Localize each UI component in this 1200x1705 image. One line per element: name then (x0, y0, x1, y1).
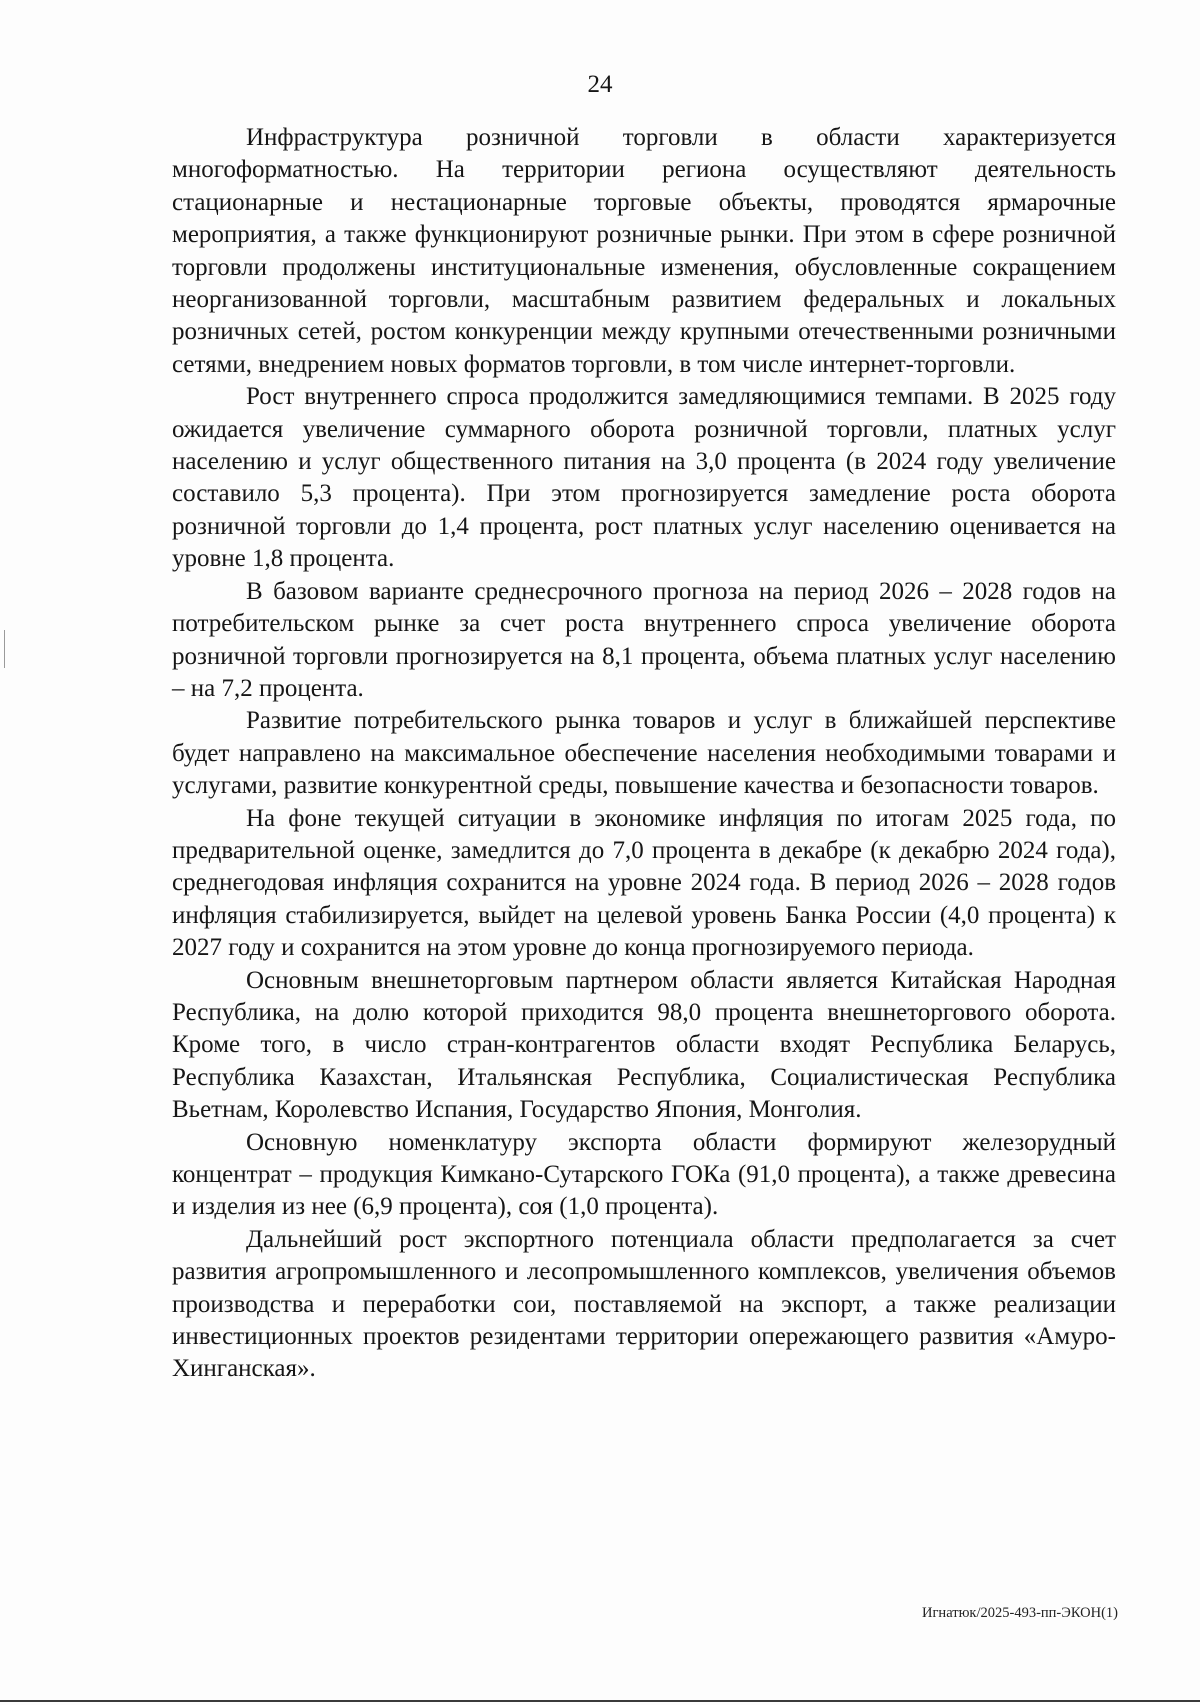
paragraph-consumer-market: Развитие потребительского рынка товаров и услуг в ближайшей перспективе будет направлено на максимальное обеспечение населения необходимыми товарами и услугами, развитие конкурентной среды, повышение качества и безопасности товаров. (172, 707, 1116, 800)
document-code: Игнатюк/2025-493-пп-ЭКОН(1) (922, 1605, 1118, 1621)
paragraph-export-potential: Дальнейший рост экспортного потенциала области предполагается за счет развития агропромышленного и лесопромышленного комплексов, увеличения объемов производства и переработки сои, поставляемой на экспорт, а также реализации инвестиционных проектов резидентами территории опережающего развития «Амуро-Хинганская». (172, 1225, 1116, 1383)
paragraph-base-forecast: В базовом варианте среднесрочного прогноза на период 2026 – 2028 годов на потребительском рынке за счет роста внутреннего спроса увеличение оборота розничной торговли прогнозируется на 8,1 процента, объема платных услуг населению – на 7,2 процента. (172, 577, 1116, 702)
scan-artifact-left (4, 630, 5, 668)
document-body (172, 122, 1116, 1386)
paragraph-domestic-demand: Рост внутреннего спроса продолжится замедляющимися темпами. В 2025 году ожидается увеличение суммарного оборота розничной торговли, платных услуг населению и услуг общественного питания на 3,0 процента (в 2024 году увеличение составило 5,3 процента). При этом прогнозируется замедление роста оборота розничной торговли до 1,4 процента, рост платных услуг населению оценивается на уровне 1,8 процента. (172, 383, 1116, 573)
paragraph-trade-partners: Основным внешнеторговым партнером области является Китайская Народная Республика, на долю которой приходится 98,0 процента внешнеторгового оборота. Кроме того, в число стран-контрагентов области входят Республика Беларусь, Республика Казахстан, Итальянская Республика, Социалистическая Республика Вьетнам, Королевство Испания, Государство Япония, Монголия. (172, 966, 1116, 1124)
paragraph-retail-infrastructure: Инфраструктура розничной торговли в области характеризуется многоформатностью. На территории региона осуществляют деятельность стационарные и нестационарные торговые объекты, проводятся ярмарочные мероприятия, а также функционируют розничные рынки. При этом в сфере розничной торговли продолжены институциональные изменения, обусловленные сокращением неорганизованной торговли, масштабным развитием федеральных и локальных розничных сетей, ростом конкуренции между крупными отечественными розничными сетями, внедрением новых форматов торговли, в том числе интернет-торговли. (172, 124, 1116, 378)
page-number: 24 (587, 71, 613, 98)
scan-edge-bottom (0, 1700, 1200, 1702)
paragraph-inflation: На фоне текущей ситуации в экономике инфляция по итогам 2025 года, по предварительной оценке, замедлится до 7,0 процента в декабре (к декабрю 2024 года), среднегодовая инфляция сохранится на уровне 2024 года. В период 2026 – 2028 годов инфляция стабилизируется, выйдет на целевой уровень Банка России (4,0 процента) к 2027 году и сохранится на этом уровне до конца прогнозируемого периода. (172, 804, 1116, 962)
paragraph-export-nomenclature: Основную номенклатуру экспорта области формируют железорудный концентрат – продукция Кимкано-Сутарского ГОКа (91,0 процента), а также древесина и изделия из нее (6,9 процента), соя (1,0 процента). (172, 1128, 1116, 1221)
